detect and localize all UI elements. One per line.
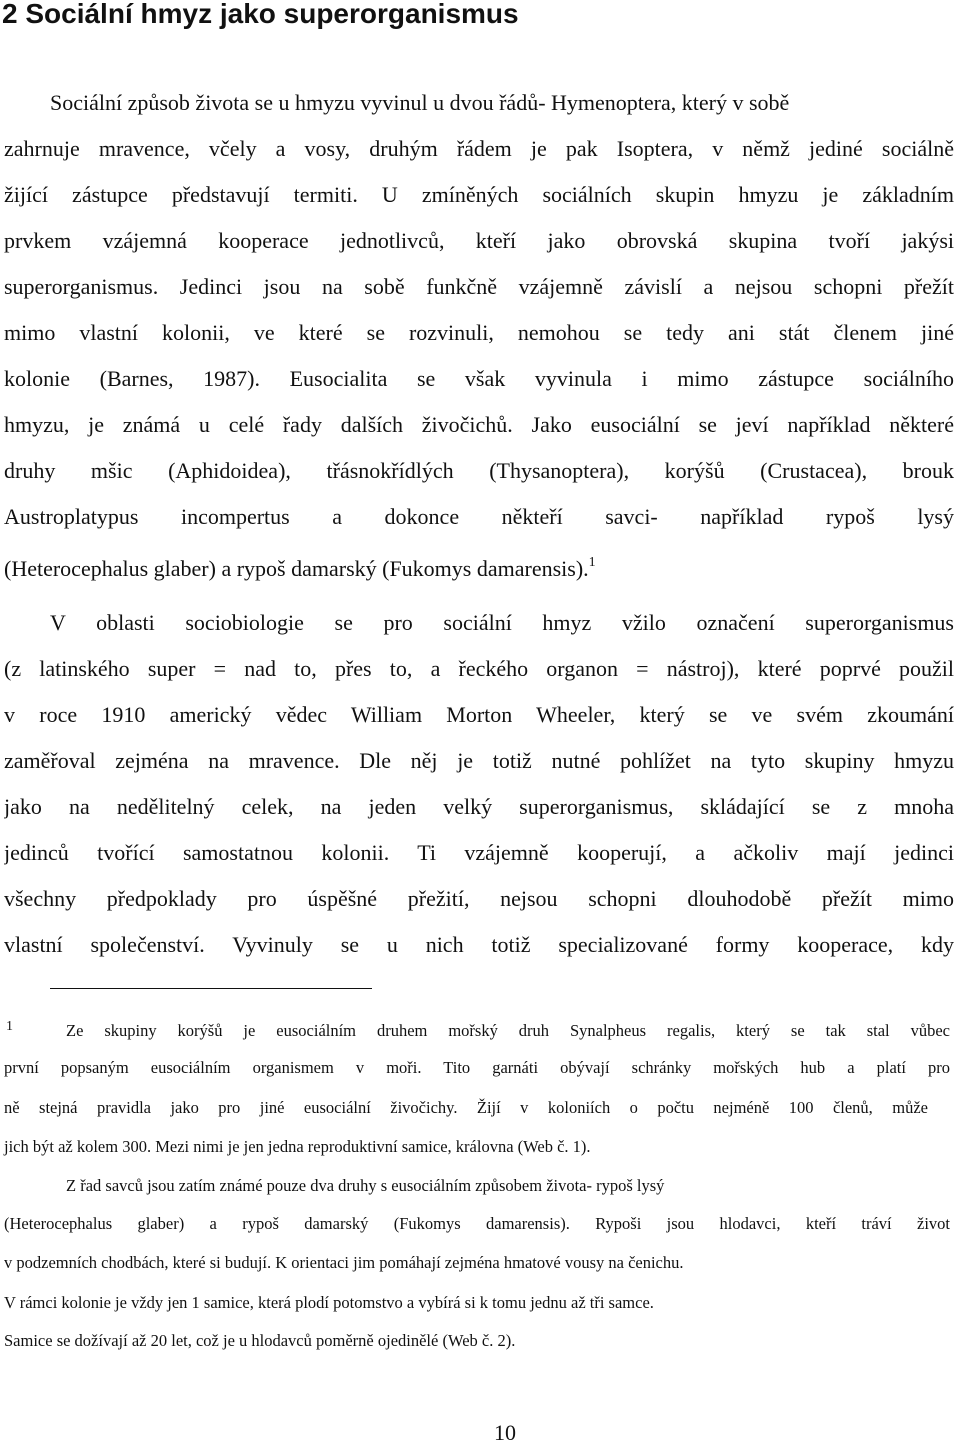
footnote-line: Ze skupiny korýšů je eusociálním druhem mořský druh Synalpheus regalis, který se tak stal vůbec <box>66 1021 950 1040</box>
footnote-line: V rámci kolonie je vždy jen 1 samice, která plodí potomstvo a vybírá si k tomu jednu až tři samce. <box>4 1293 654 1312</box>
paragraph-2-line: (z latinského super = nad to, přes to, a řeckého organon = nástroj), které poprvé použil <box>4 656 954 681</box>
paragraph-1-line: žijící zástupce představují termiti. U zmíněných sociálních skupin hmyzu je základním <box>4 182 954 207</box>
footnote-reference[interactable]: 1 <box>588 555 596 570</box>
paragraph-1-line: Austroplatypus incompertus a dokonce někteří savci- například rypoš lysý <box>4 504 954 529</box>
page-number: 10 <box>494 1420 516 1445</box>
paragraph-2-line: všechny předpoklady pro úspěšné přežití, nejsou schopni dlouhodobě přežít mimo <box>4 886 954 911</box>
paragraph-1-line: mimo vlastní kolonii, ve které se rozvinuli, nemohou se tedy ani stát členem jiné <box>4 320 954 345</box>
paragraph-2-line: jako na nedělitelný celek, na jeden velký superorganismus, skládající se z mnoha <box>4 794 954 819</box>
footnote-separator <box>50 988 372 989</box>
paragraph-1-line: superorganismus. Jedinci jsou na sobě funkčně vzájemně závislí a nejsou schopni přežít <box>4 274 954 299</box>
paragraph-2-line: V oblasti sociobiologie se pro sociální hmyz vžilo označení superorganismus <box>50 610 954 635</box>
footnote-line: první popsaným eusociálním organismem v moři. Tito garnáti obývají schránky mořských hub a platí pro <box>4 1058 950 1077</box>
paragraph-1-line: zahrnuje mravence, včely a vosy, druhým řádem je pak Isoptera, v němž jediné sociálně <box>4 136 954 161</box>
footnote-number: 1 <box>6 1019 13 1034</box>
footnote-line: Samice se dožívají až 20 let, což je u hlodavců poměrně ojedinělé (Web č. 2). <box>4 1331 516 1350</box>
paragraph-2-line: v roce 1910 americký vědec William Morton Wheeler, který se ve svém zkoumání <box>4 702 954 727</box>
paragraph-1-line: druhy mšic (Aphidoidea), třásnokřídlých (Thysanoptera), korýšů (Crustacea), brouk <box>4 458 954 483</box>
paragraph-2-line: vlastní společenství. Vyvinuly se u nich totiž specializované formy kooperace, kdy <box>4 932 954 957</box>
footnote-line: (Heterocephalus glaber) a rypoš damarský (Fukomys damarensis). Rypoši jsou hlodavci, kteří tráví život <box>4 1214 950 1233</box>
paragraph-1-line: kolonie (Barnes, 1987). Eusocialita se však vyvinula i mimo zástupce sociálního <box>4 366 954 391</box>
paragraph-1-line: Sociální způsob života se u hmyzu vyvinul u dvou řádů- Hymenoptera, který v sobě <box>50 90 790 115</box>
paragraph-2-line: zaměřoval zejména na mravence. Dle něj je totiž nutné pohlížet na tyto skupiny hmyzu <box>4 748 954 773</box>
section-heading: 2 Sociální hmyz jako superorganismus <box>2 0 519 29</box>
footnote-line: jich být až kolem 300. Mezi nimi je jen jedna reproduktivní samice, královna (Web č. 1). <box>4 1137 591 1156</box>
paragraph-1-last-line <box>4 548 954 584</box>
paragraph-1-line: prvkem vzájemná kooperace jednotlivců, kteří jako obrovská skupina tvoří jakýsi <box>4 228 954 253</box>
footnote-line: Z řad savců jsou zatím známé pouze dva druhy s eusociálním způsobem života- rypoš lysý <box>66 1176 665 1195</box>
footnote-line: v podzemních chodbách, které si budují. K orientaci jim pomáhají zejména hmatové vousy na čenichu. <box>4 1253 684 1272</box>
paragraph-1-line-text: (Heterocephalus glaber) a rypoš damarský (Fukomys damarensis). <box>4 556 589 581</box>
footnote-line: ně stejná pravidla jako pro jiné eusociální živočichy. Žijí v koloniích o počtu nejméně 100 členů, může <box>4 1098 928 1117</box>
paragraph-2-line: jedinců tvořící samostatnou kolonii. Ti vzájemně kooperují, a ačkoliv mají jedinci <box>4 840 954 865</box>
paragraph-1-line: hmyzu, je známá u celé řady dalších živočichů. Jako eusociální se jeví například některé <box>4 412 954 437</box>
